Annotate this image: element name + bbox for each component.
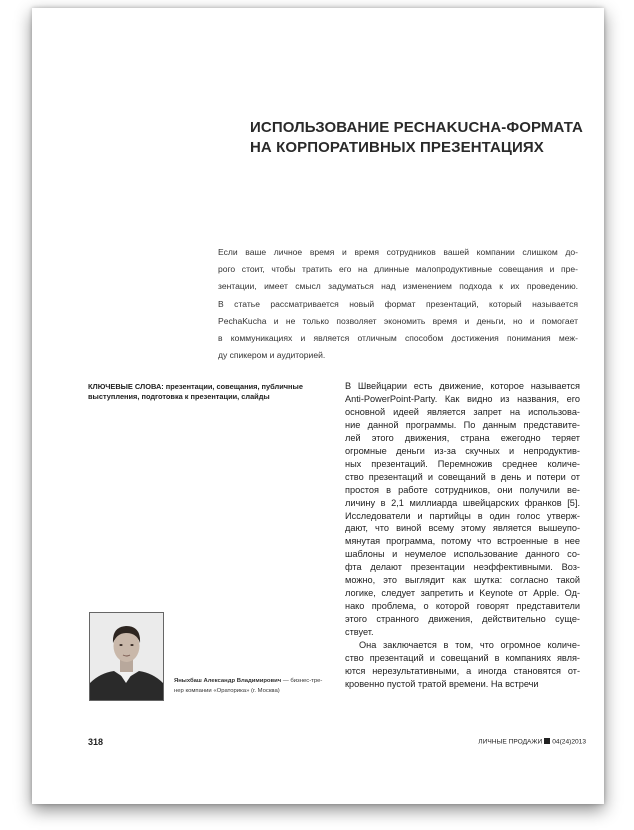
body-line: ство презентаций и совещаний в день и потери от [345, 471, 580, 482]
body-line: личину в 2,1 миллиарда швейцарских франков [5]. [345, 497, 580, 508]
square-separator-icon [544, 738, 550, 744]
body-line: Исследователи и партийцы в один голос утверж- [345, 510, 580, 521]
abstract-line: зентации, имеет смысл задуматься над изменением подхода к их проведению. [218, 281, 578, 292]
body-line: ных презентаций. Перемножив среднее количе- [345, 458, 580, 469]
keywords-line: выступления, подготовка к презентации, слайды [88, 392, 270, 401]
abstract-line: ду спикером и аудиторией. [218, 350, 326, 361]
author-caption [174, 676, 334, 696]
body-line: мянутая программа, потому что встроенные в нее [345, 536, 580, 547]
author-name: Яныхбаш Александр Владимирович [174, 678, 282, 684]
keywords-line: КЛЮЧЕВЫЕ СЛОВА: презентации, совещания, публичные [88, 382, 303, 391]
body-line: Она заключается в том, что огромное количе- [359, 640, 580, 651]
body-line: ство презентаций и совещаний в компаниях явля- [345, 653, 580, 664]
author-role: — бизнес-тре- [281, 678, 323, 684]
body-line: логике, следует запретить и Keynote от Apple. Од- [345, 588, 580, 599]
title-line: ИСПОЛЬЗОВАНИЕ PECHAKUCHA-ФОРМАТА [250, 119, 583, 136]
body-line: ние данной программы. По данным представите- [345, 419, 580, 430]
abstract-line: В статье рассматривается новый формат презентаций, который называется [218, 298, 578, 309]
abstract-line: рого стоит, чтобы тратить его на длинные малопродуктивные совещания и пре- [218, 264, 578, 275]
article-abstract [218, 244, 578, 364]
abstract-line: PechaKucha и не только позволяет экономить время и деньги, но и помогает [218, 315, 578, 326]
abstract-line: Если ваше личное время и время сотрудников вашей компании слишком до- [218, 247, 578, 257]
author-caption-line [174, 676, 334, 686]
body-line: лей этого движения, страна ежегодно теряет [345, 432, 580, 443]
body-line: В Швейцарии есть движение, которое называется [345, 381, 580, 391]
keywords-block [88, 382, 328, 402]
body-line: этого странного движения, действительно суще- [345, 614, 580, 625]
page-number: 318 [88, 737, 104, 747]
body-line: нако проблема, о которой говорят представители [345, 601, 580, 612]
body-line: основной идеей является запрет на использова- [345, 406, 580, 417]
article-body-column [345, 380, 580, 691]
body-line: огромные деньги из-за скучных и непродуктив- [345, 445, 580, 456]
body-line: шаблоны и неумелое использование данного со- [345, 549, 580, 560]
body-line: кровенно пустой тратой времени. На встречи [345, 678, 539, 689]
body-line: Anti-PowerPoint-Party. Как видно из названия, его [345, 393, 580, 404]
body-line: ствует. [345, 627, 374, 638]
body-line: можно, это выглядит как шутка: согласно такой [345, 575, 580, 586]
title-line: НА КОРПОРАТИВНЫХ ПРЕЗЕНТАЦИЯХ [250, 139, 544, 156]
abstract-line: в коммуникациях и является отличным способом достижения понимания меж- [218, 333, 578, 344]
article-title [250, 118, 620, 158]
body-line: дают, что виной всему этому является вышеупо- [345, 523, 580, 534]
body-line: простоя в работе сотрудников, они получили ве- [345, 484, 580, 495]
journal-issue: 04(24)2013 [552, 738, 586, 746]
journal-footer [440, 738, 586, 746]
body-line: ются нерезультативными, а иногда становятся от- [345, 665, 580, 676]
author-photo [89, 612, 164, 701]
body-line: фта делают презентации неэффективными. Воз- [345, 562, 580, 573]
journal-name: ЛИЧНЫЕ ПРОДАЖИ [478, 738, 543, 746]
author-role-continued: нер компании «Ораторика» (г. Москва) [174, 688, 280, 694]
